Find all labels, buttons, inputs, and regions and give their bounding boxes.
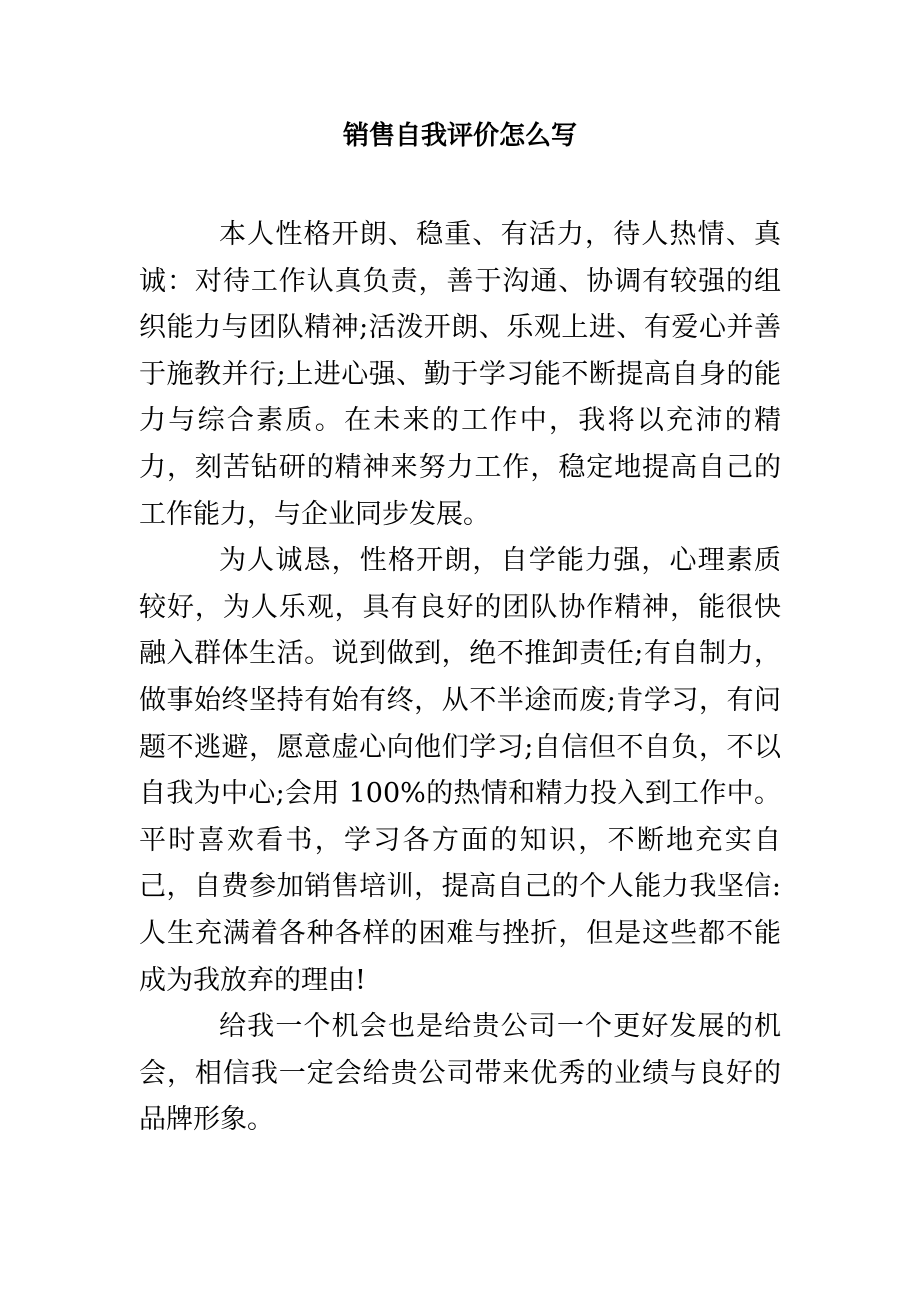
paragraph-self-description: 本人性格开朗、稳重、有活力，待人热情、真诚：对待工作认真负责，善于沟通、协调有较强的组织能力与团队精神;活泼开朗、乐观上进、有爱心并善于施教并行;上进心强、勤于学习能不断提高自身的能力与综合素质。在未来的工作中，我将以充沛的精力，刻苦钻研的精神来努力工作，稳定地提高自己的工作能力，与企业同步发展。 [139,219,781,530]
document-body [139,212,781,1144]
paragraph-personality-traits: 为人诚恳，性格开朗，自学能力强，心理素质较好，为人乐观，具有良好的团队协作精神，能很快融入群体生活。说到做到，绝不推卸责任;有自制力，做事始终坚持有始有终，从不半途而废;肯学习，有问题不逃避，愿意虚心向他们学习;自信但不自负，不以自我为中心;会用 100%的热情和精力投入到工作中。平时喜欢看书，学习各方面的知识，不断地充实自己，自费参加销售培训，提高自己的个人能力我坚信:人生充满着各种各样的困难与挫折，但是这些都不能成为我放弃的理由! [139,545,781,996]
document-title: 销售自我评价怎么写 [342,121,577,151]
paragraph-closing-request: 给我一个机会也是给贵公司一个更好发展的机会，相信我一定会给贵公司带来优秀的业绩与良好的品牌形象。 [139,1011,781,1136]
